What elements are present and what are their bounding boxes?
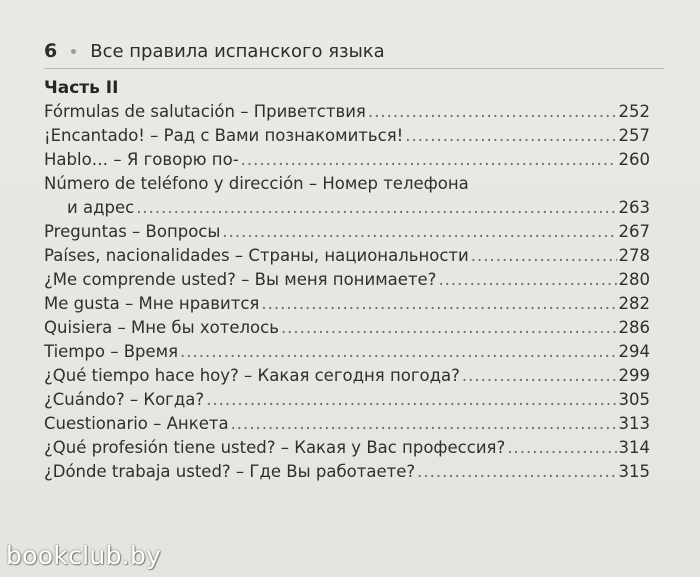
toc-entry <box>44 268 650 292</box>
toc-entry <box>44 148 650 172</box>
toc-entry <box>44 364 650 388</box>
toc-entry-title: ¡Encantado! – Рад с Вами познакомиться! <box>44 126 404 145</box>
toc-entry-page: 314 <box>618 438 650 457</box>
toc-entry-page: 282 <box>618 294 650 313</box>
dot-leader <box>462 364 617 388</box>
toc-entry <box>44 436 650 460</box>
running-header <box>44 38 385 64</box>
toc-entry-page: 299 <box>618 366 650 385</box>
toc-entry-title: Hablo… – Я говорю по- <box>44 150 239 169</box>
toc-entry-title: ¿Me comprende usted? – Вы меня понимаете? <box>44 270 437 289</box>
toc-entry-title: Quisiera – Мне бы хотелось <box>44 318 279 337</box>
running-title: Все правила испанского языка <box>90 40 385 62</box>
toc-entry-title: Fórmulas de salutación – Приветствия <box>44 102 366 121</box>
toc-entry-page: 294 <box>618 342 650 361</box>
site-watermark: bookclub.by <box>6 541 162 570</box>
toc-entry <box>44 388 650 412</box>
page-number: 6 <box>44 40 58 62</box>
dot-leader <box>222 220 616 244</box>
section-heading: Часть II <box>44 78 119 98</box>
dot-leader <box>136 196 616 220</box>
toc-entry-page: 263 <box>618 198 650 217</box>
toc-entry-page: 278 <box>618 246 650 265</box>
dot-leader <box>231 412 617 436</box>
toc-entry <box>44 220 650 244</box>
toc-entry-page: 267 <box>618 222 650 241</box>
dot-leader <box>241 148 617 172</box>
toc-entry-page: 260 <box>618 150 650 169</box>
toc-entry-page: 252 <box>618 102 650 121</box>
toc-entry <box>44 100 650 124</box>
dot-leader <box>368 100 617 124</box>
dot-leader <box>180 340 616 364</box>
toc-entry-title: Cuestionario – Анкета <box>44 414 229 433</box>
toc-entry <box>44 316 650 340</box>
toc-entry <box>44 460 650 484</box>
bullet-separator-icon <box>71 49 76 54</box>
toc-entry-title: Tiempo – Время <box>44 342 179 361</box>
header-divider <box>44 68 664 69</box>
toc-entry-title: Preguntas – Вопросы <box>44 222 221 241</box>
dot-leader <box>261 292 616 316</box>
toc-entry-title: ¿Qué profesión tiene usted? – Какая у Вас профессия? <box>44 438 506 457</box>
toc-entry <box>44 292 650 316</box>
toc-entry <box>44 412 650 436</box>
toc-entry <box>44 124 650 148</box>
dot-leader <box>405 124 616 148</box>
toc-entry-page: 257 <box>618 126 650 145</box>
toc-entry-title: ¿Cuándo? – Когда? <box>44 390 205 409</box>
toc-entry-title: Número de teléfono y dirección – Номер телефона <box>44 174 469 193</box>
toc-entry-title: ¿Qué tiempo hace hoy? – Какая сегодня погода? <box>44 366 460 385</box>
toc-entry-page: 286 <box>618 318 650 337</box>
toc-entry-page: 305 <box>618 390 650 409</box>
dot-leader <box>417 460 616 484</box>
toc-entry <box>44 340 650 364</box>
dot-leader <box>281 316 617 340</box>
dot-leader <box>471 244 617 268</box>
toc-entry-title: ¿Dónde trabaja usted? – Где Вы работаете? <box>44 462 416 481</box>
dot-leader <box>438 268 616 292</box>
toc-entry-page: 313 <box>618 414 650 433</box>
toc-entry-title-continuation: и адрес <box>67 198 135 217</box>
dot-leader <box>206 388 616 412</box>
toc-entry-page: 280 <box>618 270 650 289</box>
toc-entry-page: 315 <box>618 462 650 481</box>
toc-entry <box>44 196 650 220</box>
dot-leader <box>507 436 616 460</box>
table-of-contents <box>44 100 650 484</box>
toc-entry-title: Países, nacionalidades – Страны, национальности <box>44 246 469 265</box>
toc-entry-title: Me gusta – Мне нравится <box>44 294 260 313</box>
toc-entry <box>44 244 650 268</box>
